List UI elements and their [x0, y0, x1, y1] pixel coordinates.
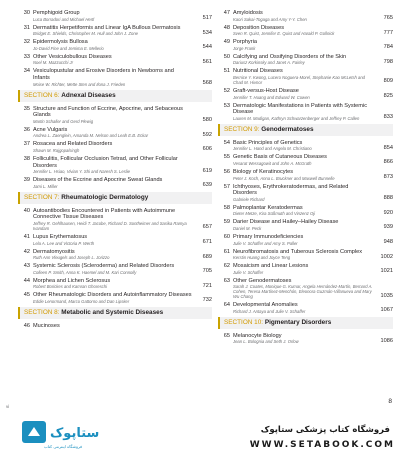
chapter-title: Other Vesiculobullous Diseases [33, 53, 112, 60]
chapter-page: 732 [202, 297, 212, 304]
chapter-authors: Jorge Frank [233, 45, 256, 51]
chapter-text [33, 10, 192, 22]
chapter-authors: Jeffrey R. Gehlhausen, Heidi T. Jacobe, Richard D. Sontheimer and Sasika Ramya Ivandam [33, 220, 187, 231]
chapter-number: 43 [23, 263, 30, 270]
chapter-page: 833 [383, 114, 393, 121]
chapter-text [33, 323, 192, 330]
toc-column-right [218, 10, 393, 347]
chapter-title: Ichthyoses, Erythrokeratodermas, and Related Disorders [233, 183, 349, 197]
chapter-title: Nutritional Diseases [233, 68, 283, 75]
chapter-number: 48 [223, 24, 230, 31]
chapter-page: 705 [202, 268, 212, 275]
chapter-title: Rosacea and Related Disorders [33, 141, 113, 148]
toc-entry[interactable] [218, 205, 393, 217]
chapter-text [33, 234, 192, 246]
chapter-text [233, 25, 373, 37]
chapter-authors: Moise W. Richter, Mette Sten and Ilona J. Frieden [33, 81, 126, 87]
chapter-number: 42 [23, 248, 30, 255]
toc-entry[interactable] [218, 263, 393, 275]
chapter-title: Calcifying and Ossifying Disorders of the Skin [233, 53, 347, 60]
chapter-text [33, 177, 192, 189]
store-banner [0, 410, 400, 462]
chapter-number: 37 [23, 141, 30, 148]
chapter-text [233, 205, 373, 217]
chapter-text [33, 278, 192, 290]
chapter-title: Dermatitis Herpetiformis and Linear IgA Bullous Dermatosis [33, 24, 181, 31]
toc-entry[interactable] [218, 103, 393, 121]
chapter-number: 46 [23, 322, 30, 329]
chapter-number: 56 [223, 168, 230, 175]
toc-entry[interactable] [218, 54, 393, 66]
chapter-page: 939 [383, 224, 393, 231]
banner-url-link[interactable]: WWW.SETABOOK.COM [249, 440, 395, 450]
chapter-authors: Jennifer T. Huang and Edward W. Cowen [233, 94, 310, 100]
chapter-page: 1002 [380, 253, 393, 260]
banner-store-title: فروشگاه کتاب پزشکی ستاپوک [260, 425, 390, 435]
chapter-authors: Julie V. Schaffer [233, 269, 264, 275]
section-label: SECTION 8: [24, 308, 60, 316]
chapter-title: Autoantibodies Encountered in Patients with Autoimmune Connective Tissue Diseases [33, 207, 176, 221]
toc-entry[interactable] [218, 219, 393, 231]
chapter-page: 671 [202, 238, 212, 245]
toc-entry[interactable] [218, 278, 393, 300]
toc-entry[interactable] [18, 141, 212, 153]
chapter-page: 1021 [380, 268, 393, 275]
chapter-number: 57 [223, 183, 230, 190]
setabook-logo-icon [22, 420, 104, 446]
section-title: Metabolic and Systemic Diseases [61, 308, 164, 316]
chapter-title: Darier Disease and Hailey–Hailey Disease [233, 219, 339, 226]
chapter-page: 920 [383, 209, 393, 216]
chapter-page: 639 [202, 182, 212, 189]
chapter-number: 44 [23, 277, 30, 284]
chapter-title: Neurofibromatosis and Tuberous Sclerosis Complex [233, 248, 363, 255]
toc-entry[interactable] [218, 249, 393, 261]
chapter-number: 61 [223, 248, 230, 255]
chapter-number: 58 [223, 204, 230, 211]
chapter-text [233, 302, 373, 314]
chapter-page: 534 [202, 29, 212, 36]
section-heading [18, 90, 212, 102]
chapter-page: 580 [202, 117, 212, 124]
chapter-page: 873 [383, 173, 393, 180]
chapter-number: 51 [223, 68, 230, 75]
chapter-number: 60 [223, 233, 230, 240]
chapter-page: 888 [383, 195, 393, 202]
chapter-page: 854 [383, 144, 393, 151]
toc-entry[interactable] [18, 208, 212, 231]
section-title: Genodermatoses [261, 125, 314, 133]
chapter-page: 809 [383, 78, 393, 85]
toc-column-left [18, 10, 212, 332]
chapter-page: 798 [383, 58, 393, 65]
chapter-text [233, 68, 373, 85]
chapter-page: 619 [202, 167, 212, 174]
chapter-title: Graft-versus-Host Disease [233, 87, 299, 94]
section-label: SECTION 9: [224, 125, 260, 133]
chapter-text [233, 184, 373, 202]
chapter-text [33, 39, 192, 51]
chapter-title: Other Rheumatologic Disorders and Autoinflammatory Diseases [33, 292, 192, 299]
chapter-page: 592 [202, 131, 212, 138]
chapter-text [33, 292, 192, 304]
chapter-number: 52 [223, 87, 230, 94]
chapter-authors: Lela A. Lee and Victoria P. Werth [33, 240, 95, 246]
chapter-title: Melanocyte Biology [233, 332, 282, 339]
section-label: SECTION 10: [224, 318, 264, 326]
chapter-authors: Colleen P. Smith, Anna K. Haemel and M. Kari Connolly [33, 269, 137, 275]
chapter-page: 517 [202, 15, 212, 21]
chapter-number: 45 [23, 292, 30, 299]
chapter-title: Developmental Anomalies [233, 302, 298, 309]
toc-entry[interactable] [18, 106, 212, 124]
banner-tagline: فروشگاه اینترنتی کتاب [43, 444, 83, 449]
toc-entry[interactable] [218, 302, 393, 314]
section-heading [18, 307, 212, 319]
chapter-text [233, 103, 373, 121]
chapter-text [233, 219, 373, 231]
section-heading [218, 317, 393, 329]
chapter-text [33, 156, 192, 174]
chapter-number: 39 [23, 177, 30, 184]
toc-entry[interactable] [218, 88, 393, 100]
chapter-title: Lupus Erythematosus [33, 233, 88, 240]
chapter-text [33, 208, 192, 231]
section-title: Adnexal Diseases [61, 91, 116, 99]
toc-entry[interactable] [18, 68, 212, 86]
chapter-number: 64 [223, 302, 230, 309]
chapter-number: 41 [23, 233, 30, 240]
chapter-text [233, 140, 373, 152]
chapter-text [233, 263, 373, 275]
chapter-text [33, 249, 192, 261]
toc-entry[interactable] [18, 39, 212, 51]
chapter-title: Epidermolysis Bullosa [33, 39, 88, 46]
chapter-number: 54 [223, 139, 230, 146]
chapter-page: 568 [202, 79, 212, 86]
chapter-page: 689 [202, 253, 212, 260]
toc-entry[interactable] [18, 10, 212, 22]
chapter-page: 765 [383, 15, 393, 21]
chapter-text [233, 154, 373, 166]
section-heading [18, 192, 212, 204]
toc-entry[interactable] [218, 184, 393, 202]
chapter-title: Basic Principles of Genetics [233, 139, 303, 146]
chapter-page: 606 [202, 146, 212, 153]
chapter-authors: Julie V. Schaffer and Amy S. Paller [233, 240, 298, 246]
toc-entry[interactable] [218, 333, 393, 345]
chapter-text [233, 249, 373, 261]
chapter-title: Acne Vulgaris [33, 126, 68, 133]
toc-entry[interactable] [218, 154, 393, 166]
chapter-number: 38 [23, 155, 30, 162]
chapter-page: 866 [383, 159, 393, 166]
toc-entry[interactable] [18, 249, 212, 261]
chapter-authors: Jennifer L. Hsiao, Vivian Y. Shi and Naresh S. Leslie [33, 169, 130, 175]
chapter-text [33, 106, 192, 124]
folio-roman: vi [6, 404, 10, 409]
toc-entry[interactable] [218, 140, 393, 152]
chapter-authors: Shawn M. Rajgopalsingh [33, 147, 80, 153]
chapter-title: Dermatologic Manifestations in Patients with Systemic Disease [233, 102, 367, 116]
chapter-authors: Jami L. Miller [33, 183, 58, 189]
chapter-text [233, 54, 373, 66]
chapter-number: 34 [23, 68, 30, 75]
chapter-text [233, 278, 373, 300]
chapter-text [233, 333, 373, 345]
toc-entry[interactable] [18, 292, 212, 304]
chapter-title: Genetic Basis of Cutaneous Diseases [233, 154, 327, 161]
section-title: Pigmentary Disorders [264, 318, 332, 326]
section-label: SECTION 6: [24, 91, 60, 99]
chapter-text [233, 39, 373, 51]
chapter-authors: Martin Schaller and Gerd Plewig [33, 118, 94, 124]
chapter-page: 657 [202, 224, 212, 231]
toc-entry[interactable] [18, 263, 212, 275]
chapter-title: Structure and Function of Eccrine, Apocrine, and Sebaceous Glands [33, 105, 183, 119]
logo-text: ستاپوک [50, 426, 100, 441]
chapter-page: 1067 [380, 307, 393, 314]
chapter-text [33, 68, 192, 86]
chapter-title: Vesiculopustular and Erosive Disorders in Newborns and Infants [33, 68, 174, 81]
chapter-authors: Sarah J. Coates, Monique G. Kumar, Angela Hernández-Martín, Bernard A. Cohen, Teresa Martínez-Menchón, Eleonora Guzmán-Villanueva and Mary Wu Chang [233, 284, 373, 300]
chapter-authors: Dariusz Korkinsky and Janet A. Fairley [233, 60, 305, 66]
chapter-number: 32 [23, 39, 30, 46]
chapter-text [33, 127, 192, 139]
chapter-authors: Gabriele Richard [233, 196, 265, 202]
chapter-page: 721 [202, 282, 212, 289]
chapter-title: Mucinoses [33, 322, 60, 329]
toc-entry[interactable] [218, 234, 393, 246]
chapter-title: Primary Immunodeficiencies [233, 233, 304, 240]
chapter-title: Porphyria [233, 39, 257, 46]
chapter-authors: Robert Borickes and Kamran Ghoreschi [33, 284, 108, 290]
chapter-number: 40 [23, 207, 30, 214]
chapter-page: 544 [202, 44, 212, 51]
chapter-title: Deposition Diseases [233, 24, 284, 31]
chapter-authors: Ruth Ann Vleugels and Joseph L. Jorizzo [33, 255, 110, 261]
chapter-title: Folliculitis, Follicular Occlusion Tetrad, and Other Follicular Disorders [33, 155, 178, 169]
chapter-number: 50 [223, 53, 230, 60]
chapter-page: 1086 [380, 337, 393, 344]
toc-entry[interactable] [18, 25, 212, 37]
toc-entry[interactable] [218, 25, 393, 37]
chapter-number: 33 [23, 53, 30, 60]
chapter-number: 30 [23, 10, 30, 16]
chapter-page: 1035 [380, 292, 393, 299]
chapter-number: 49 [223, 39, 230, 46]
chapter-authors: Vesarat Wessagowit and John A. McGrath [233, 160, 312, 166]
toc-entry[interactable] [18, 54, 212, 66]
chapter-title: Biology of Keratinocytes [233, 168, 294, 175]
chapter-number: 53 [223, 102, 230, 109]
toc-entry[interactable] [218, 10, 393, 22]
page-number: 8 [388, 398, 392, 405]
chapter-authors: Kerstin Huang and Joyce Teng [233, 255, 291, 261]
chapter-title: Morphea and Lichen Sclerosus [33, 277, 111, 284]
chapter-authors: Jean L. Bolognia and Seth J. Orlow [233, 339, 299, 345]
chapter-title: Diseases of the Eccrine and Apocrine Sweat Glands [33, 177, 163, 184]
section-label: SECTION 7: [24, 193, 60, 201]
chapter-authors: Peter J. Koch, Anna L. Bruckner and Maxwell Bunnelle [233, 175, 335, 181]
chapter-number: 55 [223, 154, 230, 161]
chapter-number: 63 [223, 277, 230, 284]
chapter-text [233, 88, 373, 100]
chapter-authors: Kaori Sakai-Togaga and Amy Y-Y. Chen [233, 16, 307, 22]
toc-entry[interactable] [18, 127, 212, 139]
toc-entry[interactable] [18, 234, 212, 246]
toc-entry[interactable] [218, 68, 393, 85]
section-heading [218, 124, 393, 136]
chapter-text [33, 54, 192, 66]
chapter-title: Amyloidosis [233, 10, 263, 16]
chapter-number: 31 [23, 24, 30, 31]
chapter-authors: Daniel M. Peck [233, 225, 262, 231]
chapter-authors: Bridget E. Shields, Christopher M. Hull and John J. Zone [33, 31, 138, 37]
chapter-text [233, 234, 373, 246]
chapter-number: 59 [223, 219, 230, 226]
chapter-authors: Dieter Metze, Kira Süßmuth and Vinzenz Oji [233, 211, 316, 217]
chapter-authors: Andrea L. Zaenglein, Amanda M. Nelson and Leah E.B. Eckar [33, 133, 149, 139]
chapter-authors: Luca Borradori and Michael Hertl [33, 16, 95, 22]
chapter-text [33, 263, 192, 275]
chapter-authors: Sven R. Quist, Jennifer E. Quist and Harald P. Gollnick [233, 31, 335, 37]
chapter-text [33, 141, 192, 153]
chapter-page: 948 [383, 238, 393, 245]
chapter-number: 62 [223, 263, 230, 270]
chapter-title: Systemic Sclerosis (Scleroderma) and Related Disorders [33, 263, 175, 270]
chapter-authors: Eddie Lenormand, Marco Gattorno and Dan Lipsker [33, 298, 130, 304]
chapter-title: Pemphigoid Group [33, 10, 80, 16]
chapter-authors: Bernice Y. Kwong, Lucero Noguera-Morel, Stephanie Kao McLetsh and Chad M. Hivnor [233, 74, 365, 85]
chapter-title: Other Genodermatoses [233, 277, 292, 284]
chapter-authors: Lauren M. Madigan, Kathryn Schwarzenberger and Jeffrey P. Callen [233, 115, 360, 121]
chapter-authors: Noel M. Mazzucchi Jr [33, 60, 74, 66]
toc-entry[interactable] [18, 177, 212, 189]
chapter-text [33, 25, 192, 37]
chapter-text [233, 10, 373, 22]
toc-entry[interactable] [18, 278, 212, 290]
chapter-page: 825 [383, 92, 393, 99]
chapter-authors: Richard J. Antaya and Julie V. Schaffer [233, 308, 306, 314]
chapter-number: 65 [223, 332, 230, 339]
chapter-number: 47 [223, 10, 230, 16]
chapter-text [233, 169, 373, 181]
chapter-authors: Jennifer L. Hand and Angela M. Christiano [233, 146, 312, 152]
chapter-number: 35 [23, 105, 30, 112]
chapter-page: 561 [202, 58, 212, 65]
toc-entry[interactable] [218, 169, 393, 181]
toc-entry[interactable] [18, 156, 212, 174]
chapter-authors: Jo-David Fine and Jemima E. Mellerio [33, 45, 104, 51]
toc-entry[interactable] [18, 323, 212, 330]
toc-entry[interactable] [218, 39, 393, 51]
chapter-page: 777 [383, 29, 393, 36]
chapter-title: Palmoplantar Keratodermas [233, 204, 303, 211]
chapter-title: Mosaicism and Linear Lesions [233, 263, 309, 270]
chapter-title: Dermatomyositis [33, 248, 75, 255]
chapter-number: 36 [23, 126, 30, 133]
chapter-page: 784 [383, 44, 393, 51]
section-title: Rheumatologic Dermatology [61, 193, 149, 201]
